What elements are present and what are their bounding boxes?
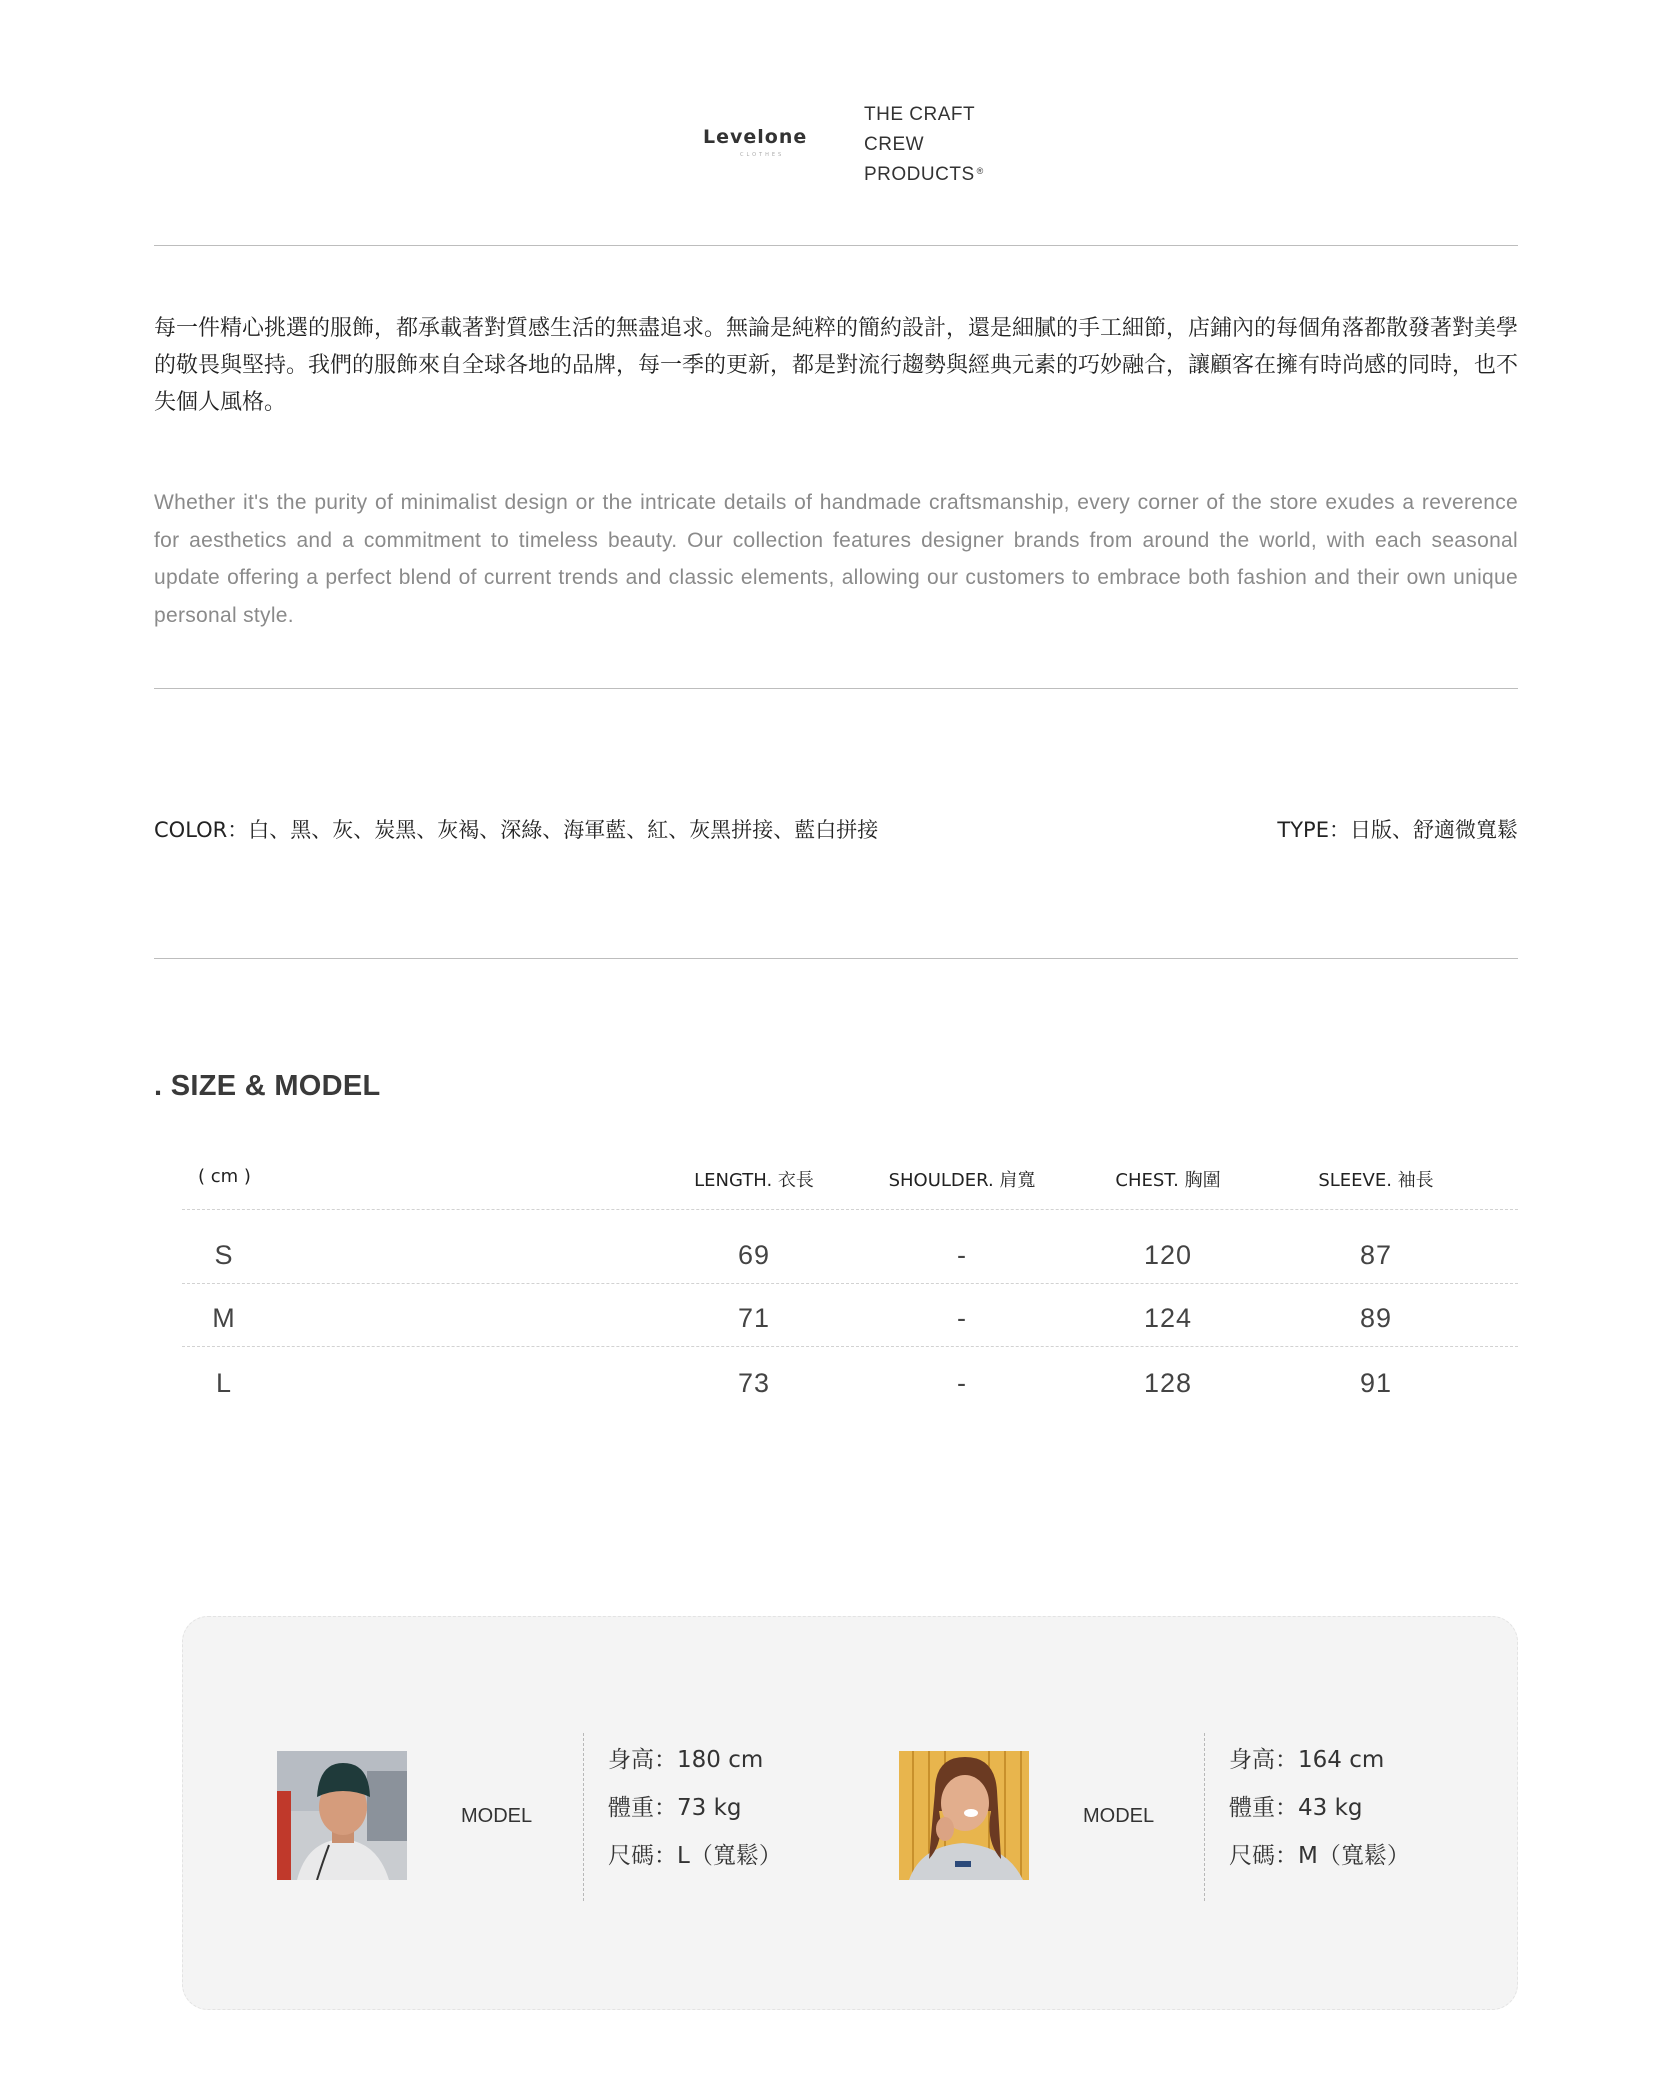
model-1-height: 身高：180 cm: [608, 1747, 764, 1773]
model-stats-2: [1229, 1736, 1410, 1880]
length-m: 71: [737, 1303, 771, 1333]
shoulder-s: -: [957, 1240, 967, 1270]
brand-tagline: [864, 100, 982, 190]
table-divider: [182, 1283, 1518, 1284]
divider: [154, 958, 1518, 959]
header-sleeve: SLEEVE. 袖長: [1318, 1170, 1434, 1191]
size-s: S: [214, 1240, 234, 1270]
chest-m: 124: [1143, 1303, 1193, 1333]
size-l: L: [215, 1368, 233, 1398]
intro-chinese: 每一件精心挑選的服飾，都承載著對質感生活的無盡追求。無論是純粹的簡約設計，還是細膩的手工細節，店鋪內的每個角落都散發著對美學的敬畏與堅持。我們的服飾來自全球各地的品牌，每一季的更新，都是對流行趨勢與經典元素的巧妙融合，讓顧客在擁有時尚感的同時，也不失個人風格。: [154, 316, 1519, 415]
brand-logo: Levelone: [703, 126, 808, 148]
length-l: 73: [737, 1368, 771, 1398]
length-s: 69: [737, 1240, 771, 1270]
chest-l: 128: [1143, 1368, 1193, 1398]
sleeve-s: 87: [1359, 1240, 1393, 1270]
unit-label: ( cm ): [198, 1166, 251, 1187]
model-separator: [1204, 1733, 1205, 1901]
model-1-weight: 體重：73 kg: [608, 1795, 742, 1821]
model-separator: [583, 1733, 584, 1901]
model-label-2: MODEL: [1083, 1805, 1155, 1827]
model-stats-1: [608, 1736, 782, 1880]
model-photo-female: [899, 1751, 1029, 1880]
model-2-size: 尺碼：M（寬鬆）: [1229, 1843, 1410, 1869]
size-m: M: [212, 1303, 236, 1333]
divider: [154, 245, 1518, 246]
tagline-line-2: CREW: [864, 134, 925, 155]
model-photo-male: [277, 1751, 407, 1880]
brand-logo-subtext: CLOTHES: [740, 152, 785, 158]
table-divider: [182, 1209, 1518, 1210]
model-2-weight: 體重：43 kg: [1229, 1795, 1363, 1821]
registered-mark: ®: [976, 166, 984, 176]
header-chest: CHEST. 胸圍: [1115, 1170, 1221, 1191]
divider: [154, 688, 1518, 689]
header-shoulder: SHOULDER. 肩寬: [888, 1170, 1036, 1191]
shoulder-l: -: [957, 1368, 967, 1398]
model-1-size: 尺碼：L（寬鬆）: [608, 1843, 782, 1869]
model-panel: [182, 1616, 1518, 2010]
chest-s: 120: [1143, 1240, 1193, 1270]
section-title: . SIZE & MODEL: [154, 1070, 381, 1102]
sleeve-l: 91: [1359, 1368, 1393, 1398]
sleeve-m: 89: [1359, 1303, 1393, 1333]
color-spec: COLOR：白、黑、灰、炭黑、灰褐、深綠、海軍藍、紅、灰黑拼接、藍白拼接: [154, 818, 879, 842]
header-length: LENGTH. 衣長: [694, 1170, 814, 1191]
intro-english: Whether it's the purity of minimalist design or the intricate details of handmade craftsmanship, every corner of the store exudes a reverence for aesthetics and a commitment to timeless beauty. Our collection features designer brands from around the world, with each seasonal update offering a perfect blend of current trends and classic elements, allowing our customers to embrace both fashion and their own unique personal style.: [154, 491, 1518, 627]
table-divider: [182, 1346, 1518, 1347]
shoulder-m: -: [957, 1303, 967, 1333]
type-spec: TYPE：日版、舒適微寬鬆: [1277, 818, 1518, 842]
model-label-1: MODEL: [461, 1805, 533, 1827]
tagline-line-1: THE CRAFT: [864, 104, 976, 125]
tagline-line-3: PRODUCTS ®: [864, 164, 984, 185]
model-2-height: 身高：164 cm: [1229, 1747, 1385, 1773]
